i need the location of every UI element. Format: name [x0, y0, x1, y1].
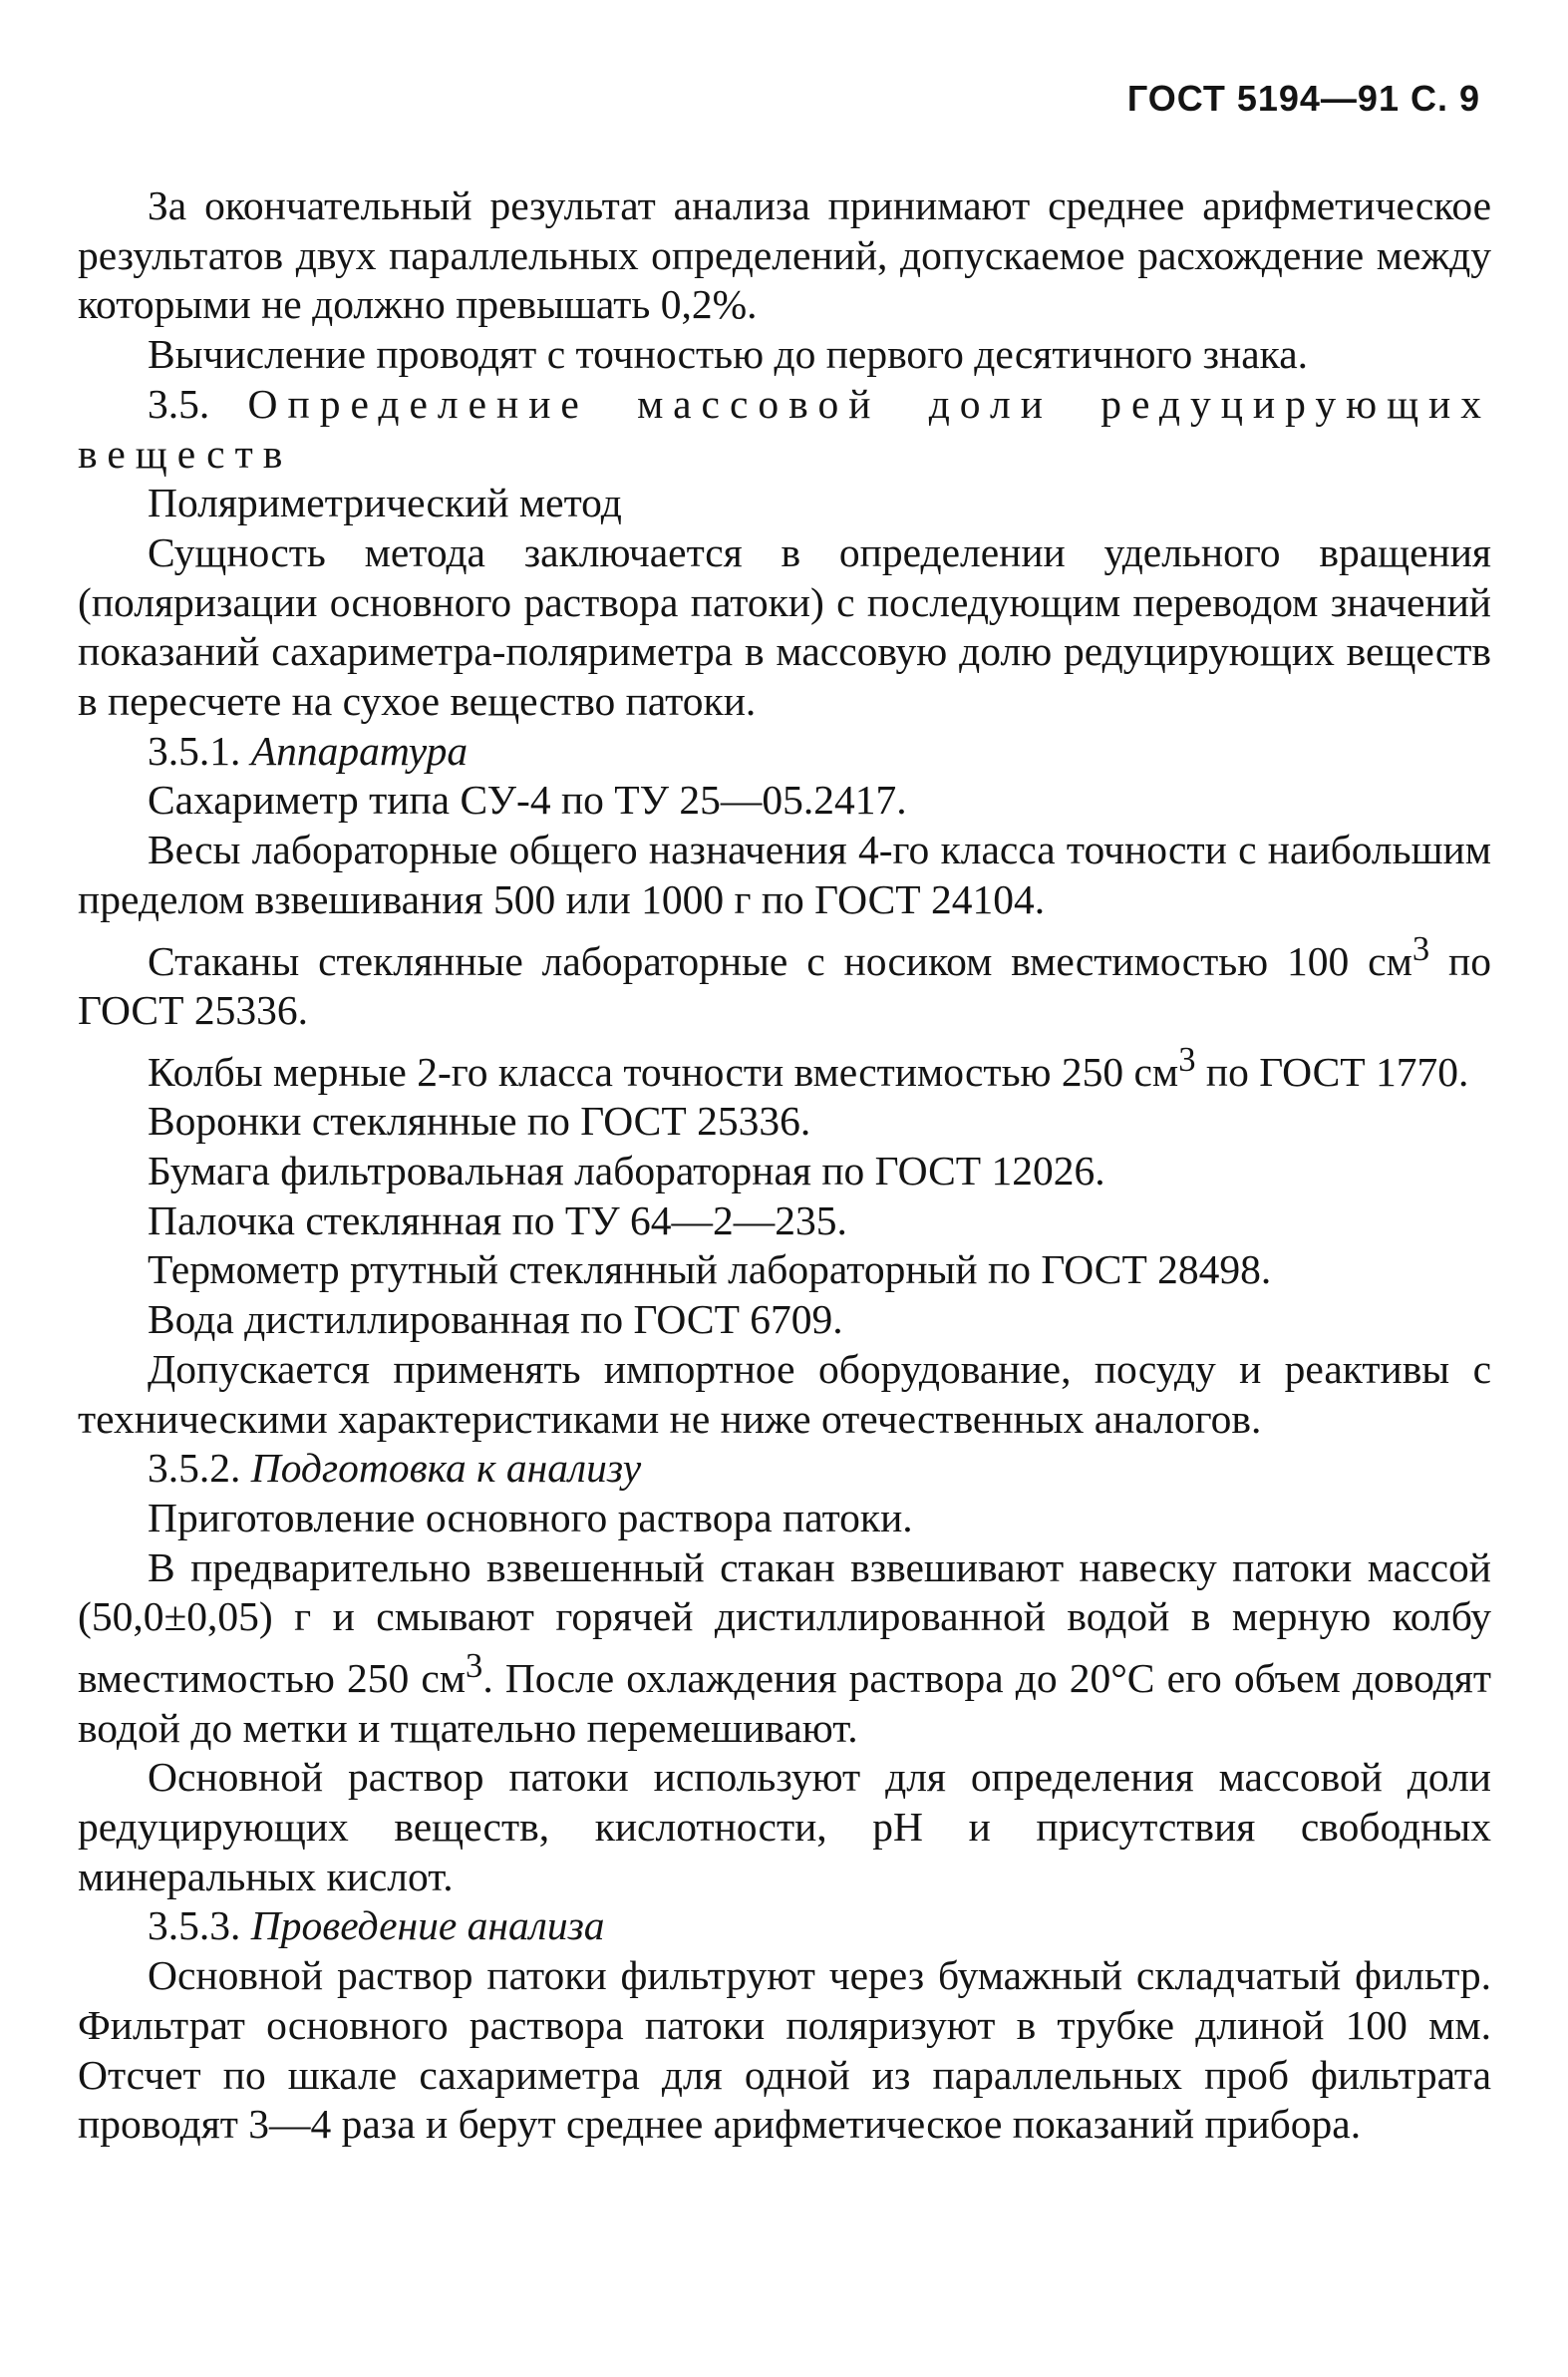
equipment-item: [78, 1036, 1491, 1098]
page-header: ГОСТ 5194—91 С. 9: [1126, 78, 1480, 119]
section-title: Аппаратура: [250, 727, 469, 774]
paragraph-prep-usage: Основной раствор патоки используют для определения массовой доли редуцирующих веществ, кислотности, рН и присутствия свободных минеральных кислот.: [78, 1754, 1491, 1899]
paragraph-final-result: За окончательный результат анализа принимают среднее арифметическое результатов двух параллельных определений, допускаемое расхождение между которыми не должно превышать 0,2%.: [78, 182, 1491, 328]
equipment-item: Термометр ртутный стеклянный лабораторный по ГОСТ 28498.: [148, 1246, 1272, 1293]
equipment-item: Бумага фильтровальная лабораторная по ГОСТ 12026.: [148, 1148, 1105, 1194]
text-run: по ГОСТ 25336.: [78, 937, 1491, 1034]
section-3-5-1-heading: [78, 727, 1491, 777]
section-number: 3.5.2.: [148, 1445, 241, 1492]
equipment-item: Сахариметр типа СУ-4 по ТУ 25—05.2417.: [148, 777, 907, 824]
paragraph-prep-title: Приготовление основного раствора патоки.: [148, 1494, 913, 1540]
superscript: 3: [1178, 1040, 1196, 1079]
text-run: по ГОСТ 1770.: [1195, 1048, 1469, 1095]
superscript: 3: [466, 1647, 483, 1686]
text-run: В предварительно взвешенный стакан взвешивают навеску патоки массой (50,0±0,05) г и смывают горячей дистиллированной водой в мерную колбу вместимостью 250 см: [78, 1543, 1491, 1701]
section-3-5-heading: [78, 380, 1491, 479]
equipment-item: Воронки стеклянные по ГОСТ 25336.: [148, 1098, 811, 1145]
equipment-item: Весы лабораторные общего назначения 4-го класса точности с наибольшим пределом взвешивания 500 или 1000 г по ГОСТ 24104.: [78, 827, 1491, 922]
section-number: 3.5.3.: [148, 1902, 241, 1949]
paragraph-substitution: Допускается применять импортное оборудование, посуду и реактивы с техническими характеристиками не ниже отечественных аналогов.: [78, 1345, 1491, 1442]
text-run: Стаканы стеклянные лабораторные с носиком вместимостью 100 см: [148, 937, 1412, 984]
paragraph-method-essence: Сущность метода заключается в определении удельного вращения (поляризации основного раствора патоки) с последующим переводом значений показаний сахариметра-поляриметра в массовую долю редуцирующих веществ в пересчете на сухое вещество патоки.: [78, 528, 1491, 725]
paragraph-analysis: Основной раствор патоки фильтруют через бумажный складчатый фильтр. Фильтрат основного раствора патоки поляризуют в трубке длиной 100 мм. Отсчет по шкале сахариметра для одной из параллельных проб фильтрата проводят 3—4 раза и берут среднее арифметическое показаний прибора.: [78, 1952, 1491, 2148]
section-title: Проведение анализа: [250, 1902, 605, 1949]
equipment-item: Палочка стеклянная по ТУ 64—2—235.: [148, 1196, 847, 1243]
section-title: Подготовка к анализу: [250, 1445, 642, 1492]
paragraph-prep-procedure: [78, 1543, 1491, 1754]
paragraph-calculation: Вычисление проводят с точностью до первого десятичного знака.: [148, 331, 1308, 378]
equipment-item: Вода дистиллированная по ГОСТ 6709.: [148, 1296, 843, 1343]
section-3-5-3-heading: [78, 1901, 1491, 1951]
section-3-5-2-heading: [78, 1444, 1491, 1494]
equipment-item: [78, 925, 1491, 1036]
method-name: Поляриметрический метод: [148, 480, 622, 526]
text-run: Колбы мерные 2-го класса точности вместимостью 250 см: [148, 1048, 1179, 1095]
section-number: 3.5.: [148, 380, 210, 427]
section-number: 3.5.1.: [148, 727, 241, 774]
document-body: [78, 181, 1491, 2150]
superscript: 3: [1411, 929, 1430, 968]
text-run: . После охлаждения раствора до 20°С его объем доводят водой до метки и тщательно перемешивают.: [78, 1654, 1491, 1751]
section-title: Определение массовой доли редуцирующих веществ: [78, 380, 1491, 477]
